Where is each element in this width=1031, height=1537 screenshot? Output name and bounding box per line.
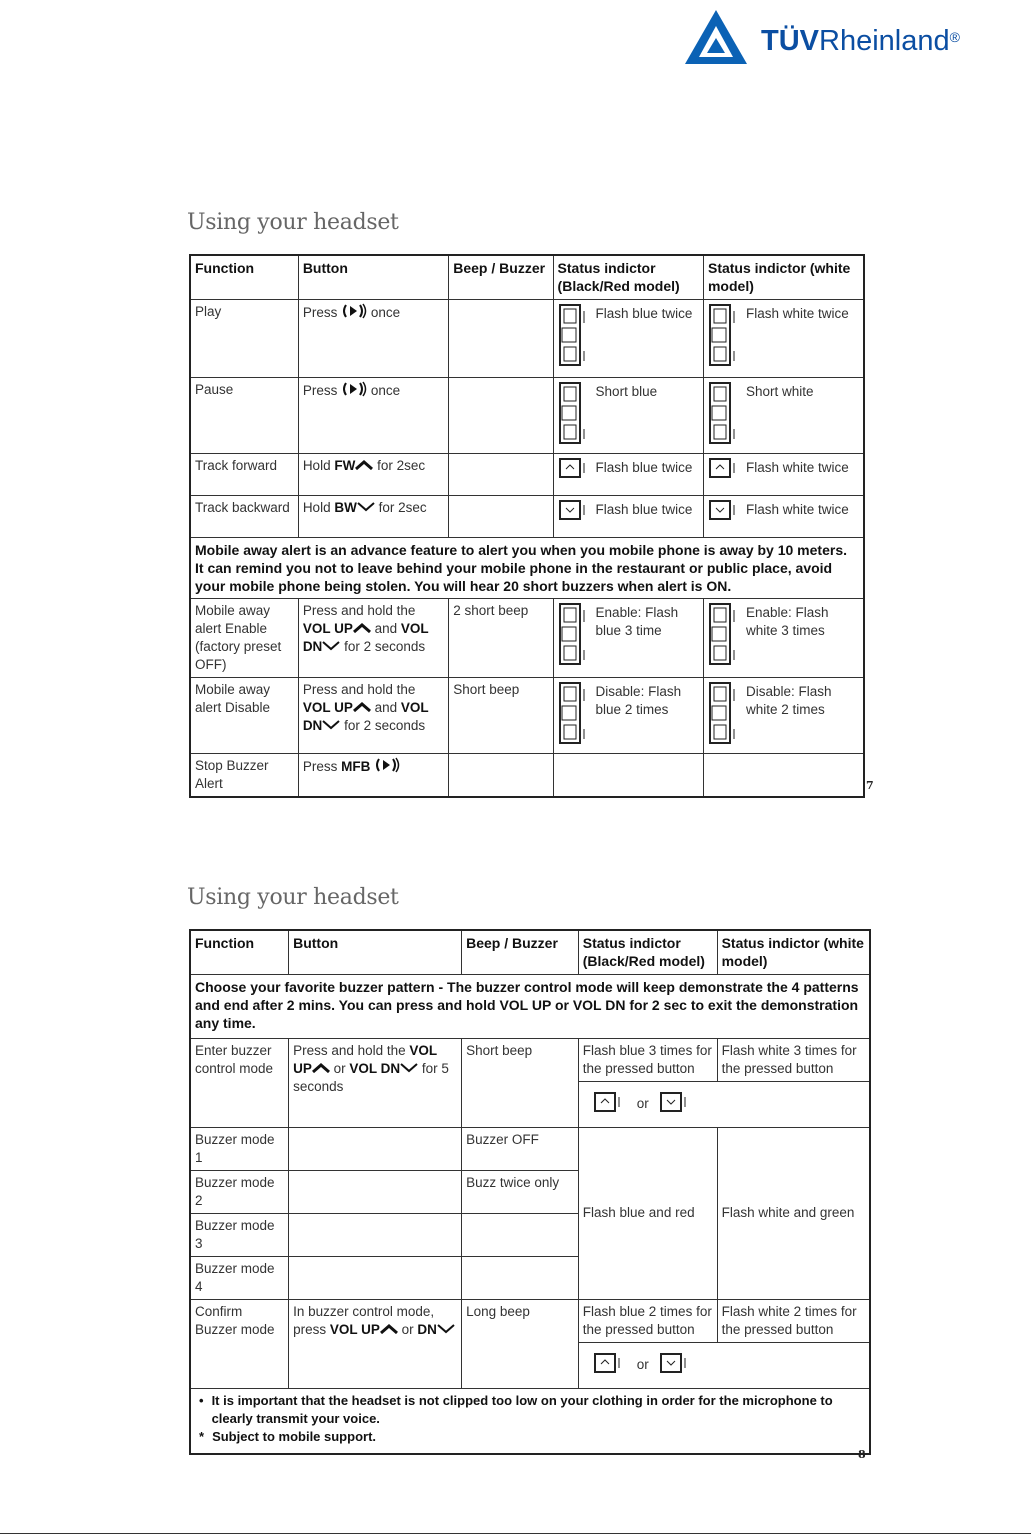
button-down-icon (659, 1352, 693, 1379)
triangle-logo-icon (683, 8, 749, 68)
beep-cell (449, 453, 553, 495)
button-up-icon (593, 1352, 627, 1379)
function-cell: Confirm Buzzer mode (190, 1299, 289, 1388)
play-button-icon (374, 757, 400, 778)
headset-3-button-icon (708, 303, 742, 372)
page-number: 7 (866, 779, 874, 792)
footnote-item: • It is important that the headset is not clipped too low on your clothing in order for the microphone to clearly transmit your voice. (199, 1392, 833, 1426)
function-cell: Stop Buzzer Alert (190, 753, 298, 797)
status-black-cell: Flash blue and red (578, 1127, 717, 1299)
chevron-up-icon (355, 457, 373, 475)
button-down-icon (708, 499, 742, 526)
table-row (190, 495, 864, 537)
col-status-black: Status indictor (Black/Red model) (553, 255, 703, 299)
headset-3-button-icon (708, 602, 742, 671)
status-black-cell: Enable: Flash blue 3 time (553, 598, 703, 677)
col-beep: Beep / Buzzer (449, 255, 553, 299)
beep-cell: Short beep (462, 1038, 579, 1127)
col-status-black: Status indictor (Black/Red model) (578, 930, 717, 974)
function-cell: Buzzer mode 1 (190, 1127, 289, 1170)
note-row (190, 974, 870, 1038)
beep-cell (449, 753, 553, 797)
or-label: or (636, 1357, 649, 1372)
button-cell: Press once (298, 377, 448, 453)
function-cell: Play (190, 299, 298, 377)
button-cell: Press and hold the VOL UP and VOL DN for 2 seconds (298, 598, 448, 677)
footnotes (190, 1388, 870, 1454)
button-cell: In buzzer control mode, press VOL UP or DN (289, 1299, 462, 1388)
function-cell: Mobile away alert Enable (factory preset OFF) (190, 598, 298, 677)
headset-3-button-icon (558, 681, 592, 750)
headset-3-button-icon (558, 602, 592, 671)
headset-3-button-icon (708, 681, 742, 750)
status-white-cell: Disable: Flash white 2 times (703, 677, 864, 753)
table-header-row (190, 255, 864, 299)
beep-cell: Buzzer OFF (462, 1127, 579, 1170)
button-up-icon (593, 1091, 627, 1118)
button-cell: Press and hold the VOL UP and VOL DN for 2 seconds (298, 677, 448, 753)
beep-cell (462, 1213, 579, 1256)
button-up-icon (558, 457, 592, 484)
function-cell: Track backward (190, 495, 298, 537)
chevron-down-icon (322, 717, 340, 735)
page-bottom-rule (0, 1533, 1031, 1534)
beep-cell (449, 495, 553, 537)
button-cell: Hold FW for 2sec (298, 453, 448, 495)
button-cell (289, 1170, 462, 1213)
buzzer-pattern-note: Choose your favorite buzzer pattern - The buzzer control mode will keep demonstrate the 4 patterns and end after 2 mins. You can press and hold VOL UP or VOL DN for 2 sec to exit the demonstration any time. (190, 974, 870, 1038)
headset-3-button-icon (558, 381, 592, 450)
function-cell: Track forward (190, 453, 298, 495)
col-function: Function (190, 930, 289, 974)
tuv-logo (683, 8, 1013, 68)
or-label: or (636, 1096, 649, 1111)
button-cell (289, 1127, 462, 1170)
chevron-down-icon (322, 638, 340, 656)
table-row (190, 299, 864, 377)
function-cell: Buzzer mode 3 (190, 1213, 289, 1256)
chevron-up-icon (353, 620, 371, 638)
table-row (190, 1038, 870, 1081)
function-cell: Buzzer mode 4 (190, 1256, 289, 1299)
table-row (190, 598, 864, 677)
col-status-white: Status indictor (white model) (717, 930, 870, 974)
button-down-icon (558, 499, 592, 526)
section1-table (189, 254, 865, 798)
status-black-cell: Flash blue twice (553, 453, 703, 495)
button-down-icon (659, 1091, 693, 1118)
button-up-icon (708, 457, 742, 484)
section2-table (189, 929, 871, 1455)
headset-3-button-icon (708, 381, 742, 450)
chevron-down-icon (357, 499, 375, 517)
function-cell: Mobile away alert Disable (190, 677, 298, 753)
chevron-up-icon (353, 699, 371, 717)
note-row (190, 537, 864, 598)
table-row (190, 453, 864, 495)
button-cell: Hold BW for 2sec (298, 495, 448, 537)
beep-cell: 2 short beep (449, 598, 553, 677)
table-row (190, 1127, 870, 1170)
col-button: Button (289, 930, 462, 974)
table-header-row (190, 930, 870, 974)
beep-cell (462, 1256, 579, 1299)
col-status-white: Status indictor (white model) (703, 255, 864, 299)
status-white-cell: Flash white and green (717, 1127, 870, 1299)
footnote-row (190, 1388, 870, 1454)
status-white-cell: Flash white 2 times for the pressed button (717, 1299, 870, 1342)
footnote-item: * Subject to mobile support. (199, 1428, 377, 1444)
button-cell: Press MFB (298, 753, 448, 797)
button-cell: Press once (298, 299, 448, 377)
col-beep: Beep / Buzzer (462, 930, 579, 974)
status-black-cell: Flash blue 2 times for the pressed button (578, 1299, 717, 1342)
button-diagram-cell (578, 1081, 870, 1127)
col-button: Button (298, 255, 448, 299)
status-white-cell: Flash white 3 times for the pressed button (717, 1038, 870, 1081)
play-button-icon (341, 303, 367, 324)
status-white-cell: Short white (703, 377, 864, 453)
chevron-down-icon (437, 1321, 455, 1339)
status-black-cell: Flash blue twice (553, 495, 703, 537)
beep-cell: Buzz twice only (462, 1170, 579, 1213)
status-white-cell: Enable: Flash white 3 times (703, 598, 864, 677)
mobile-away-note: Mobile away alert is an advance feature to alert you when you mobile phone is away by 10 meters. It can remind you not to leave behind your mobile phone in the restaurant or public place, avoid your mobile phone being stolen. You will hear 20 short buzzers when alert is ON. (190, 537, 864, 598)
beep-cell: Short beep (449, 677, 553, 753)
button-cell (289, 1256, 462, 1299)
beep-cell (449, 377, 553, 453)
chevron-up-icon (380, 1321, 398, 1339)
status-white-cell (703, 753, 864, 797)
status-black-cell (553, 753, 703, 797)
button-cell (289, 1213, 462, 1256)
status-black-cell: Disable: Flash blue 2 times (553, 677, 703, 753)
table-row (190, 1299, 870, 1342)
table-row (190, 753, 864, 797)
status-black-cell: Flash blue 3 times for the pressed button (578, 1038, 717, 1081)
status-white-cell: Flash white twice (703, 299, 864, 377)
table-row (190, 677, 864, 753)
status-white-cell: Flash white twice (703, 453, 864, 495)
beep-cell (449, 299, 553, 377)
button-cell: Press and hold the VOL UP or VOL DN for 5 seconds (289, 1038, 462, 1127)
chevron-up-icon (312, 1060, 330, 1078)
brand-name: TÜVRheinland® (761, 25, 960, 57)
button-diagram-cell (578, 1342, 870, 1388)
chevron-down-icon (400, 1060, 418, 1078)
section1-heading: Using your headset (187, 210, 399, 235)
headset-3-button-icon (558, 303, 592, 372)
section2-heading: Using your headset (187, 885, 399, 910)
function-cell: Pause (190, 377, 298, 453)
status-white-cell: Flash white twice (703, 495, 864, 537)
page-number: 8 (858, 1448, 866, 1461)
col-function: Function (190, 255, 298, 299)
status-black-cell: Flash blue twice (553, 299, 703, 377)
function-cell: Enter buzzer control mode (190, 1038, 289, 1127)
beep-cell: Long beep (462, 1299, 579, 1388)
status-black-cell: Short blue (553, 377, 703, 453)
table-row (190, 377, 864, 453)
play-button-icon (341, 381, 367, 402)
function-cell: Buzzer mode 2 (190, 1170, 289, 1213)
